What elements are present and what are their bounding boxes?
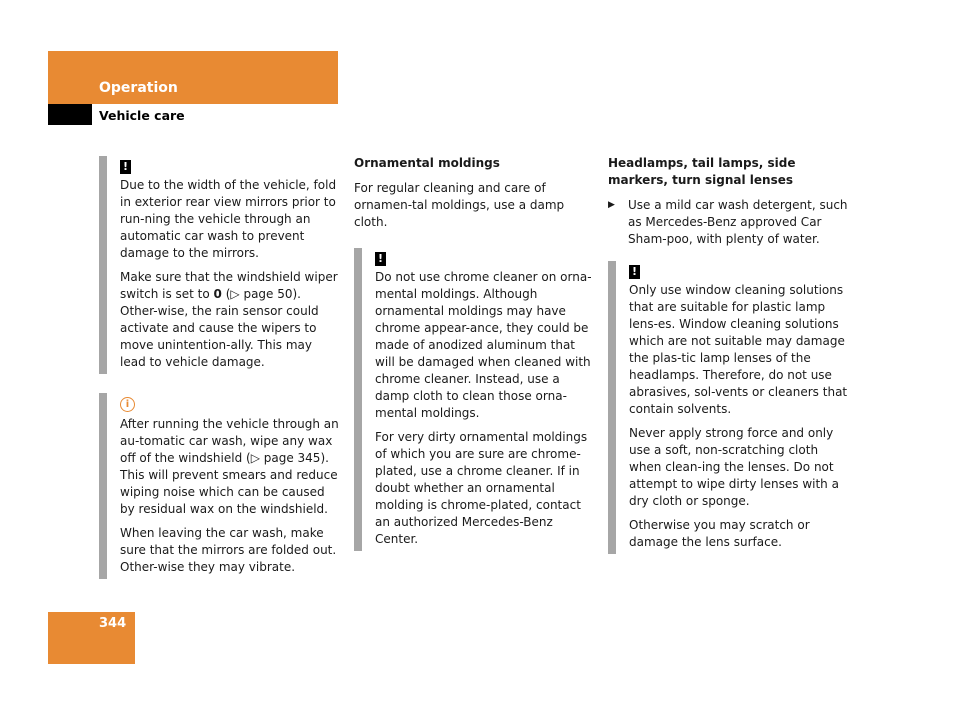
column-1 [99,156,341,579]
section-title: Operation [99,80,178,96]
exclamation-icon: ! [375,252,386,266]
section-heading: Headlamps, tail lamps, side markers, turn signal lenses [608,156,796,187]
instruction-text: Use a mild car wash detergent, such as Mercedes-Benz approved Car Sham-poo, with plenty of water. [628,198,848,246]
instruction-item [608,197,850,248]
section-header-bar [48,51,338,104]
warning-notice [354,248,594,551]
subsection-title: Vehicle care [99,108,185,123]
info-icon: i [120,397,135,412]
warning-notice [99,156,341,374]
notice-bar [354,248,362,551]
warning-notice [608,261,850,554]
warning-text: Make sure that the windshield wiper switch is set to 0 (▷ page 50). Other-wise, the rain sensor could activate and cause the wipers to move unintention-ally. This may lead to vehicle damage. [120,270,338,369]
notice-bar [608,261,616,554]
notice-bar [99,156,107,374]
body-text: For regular cleaning and care of ornamen-tal moldings, use a damp cloth. [354,181,565,229]
warning-text: Never apply strong force and only use a soft, non-scratching cloth when clean-ing the lenses. Do not attempt to wipe dirty lenses with a dry cloth or sponge. [629,426,839,508]
bullet-arrow-icon: ▶ [608,200,615,210]
page-number: 344 [99,616,127,631]
warning-text: Do not use chrome cleaner on orna-mental moldings. Although ornamental moldings may have chrome appear-ance, they could be made of anodized aluminum that will be damaged when cleaned with chrome cleaner. Instead, use a damp cloth to clean those orna-mental moldings. [375,270,592,420]
column-3 [608,155,850,554]
info-text: After running the vehicle through an au-tomatic car wash, wipe any wax off of the windshield (▷ page 345). This will prevent smears and reduce wiping noise which can be caused by residual wax on the windshield. [120,417,339,516]
warning-text: Only use window cleaning solutions that are suitable for plastic lamp lens-es. Window cleaning solutions which are not suitable may damage the plas-tic lamp lenses of the headlamps. Therefore, do not use abrasives, sol-vents or cleaners that contain solvents. [629,283,848,416]
notice-bar [99,393,107,579]
warning-text: For very dirty ornamental moldings of which you are sure are chrome-plated, use a chrome cleaner. If in doubt whether an ornamental molding is chrome-plated, contact an authorized Mercedes-Benz Center. [375,430,588,546]
column-2 [354,155,594,551]
info-notice [99,393,341,579]
exclamation-icon: ! [120,160,131,174]
section-marker [48,104,92,125]
warning-text: Due to the width of the vehicle, fold in exterior rear view mirrors prior to run-ning the vehicle through an automatic car wash to prevent damage to the mirrors. [120,178,337,260]
exclamation-icon: ! [629,265,640,279]
warning-text: Otherwise you may scratch or damage the lens surface. [629,518,810,549]
section-heading: Ornamental moldings [354,156,500,170]
info-text: When leaving the car wash, make sure that the mirrors are folded out. Other-wise they may vibrate. [120,526,337,574]
